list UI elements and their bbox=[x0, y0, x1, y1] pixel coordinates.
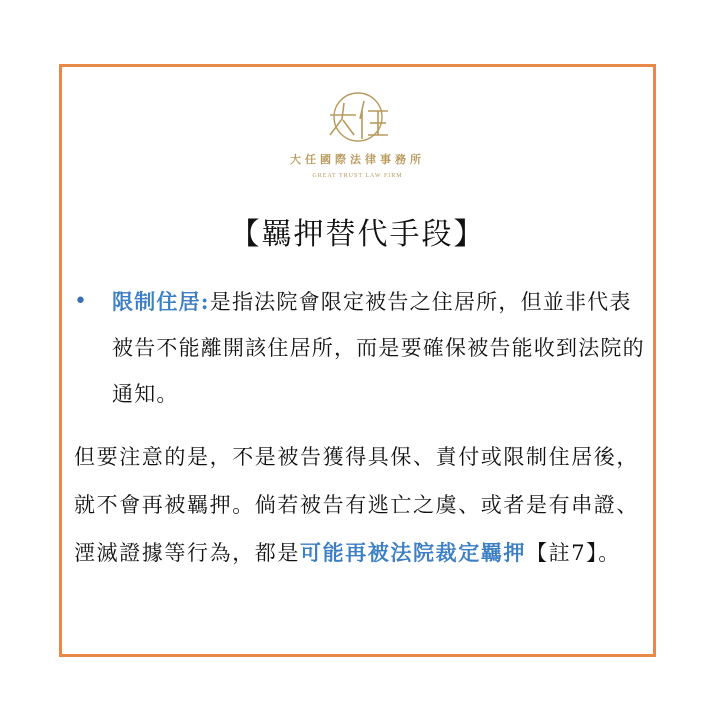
note-paragraph bbox=[74, 433, 648, 577]
bullet-definition: 是指法院會限定被告之住居所，但並非代表被告不能離開該住居所，而是要確保被告能收到法院的通知。 bbox=[112, 290, 645, 406]
bullet-dot-icon: • bbox=[74, 289, 87, 314]
para-text-after: 【註7】。 bbox=[526, 541, 621, 565]
page-title: 【羈押替代手段】 bbox=[229, 217, 486, 252]
bullet-text bbox=[112, 279, 646, 417]
para-text-before: 但要注意的是，不是被告獲得具保、責付或限制住居後，就不會再被羈押。倘若被告有逃亡之虞、或者是有串證、湮滅證據等行為，都是 bbox=[74, 445, 639, 565]
bullet-item bbox=[74, 279, 646, 417]
firm-logo-mark bbox=[318, 89, 398, 145]
firm-logo bbox=[62, 89, 653, 179]
bullet-term: 限制住居: bbox=[112, 289, 210, 314]
firm-name-en: GREAT TRUST LAW FIRM bbox=[312, 173, 403, 179]
para-highlight: 可能再被法院裁定羈押 bbox=[300, 540, 526, 565]
firm-name: 大任國際法律事務所 bbox=[290, 153, 425, 166]
content-card bbox=[59, 64, 656, 657]
